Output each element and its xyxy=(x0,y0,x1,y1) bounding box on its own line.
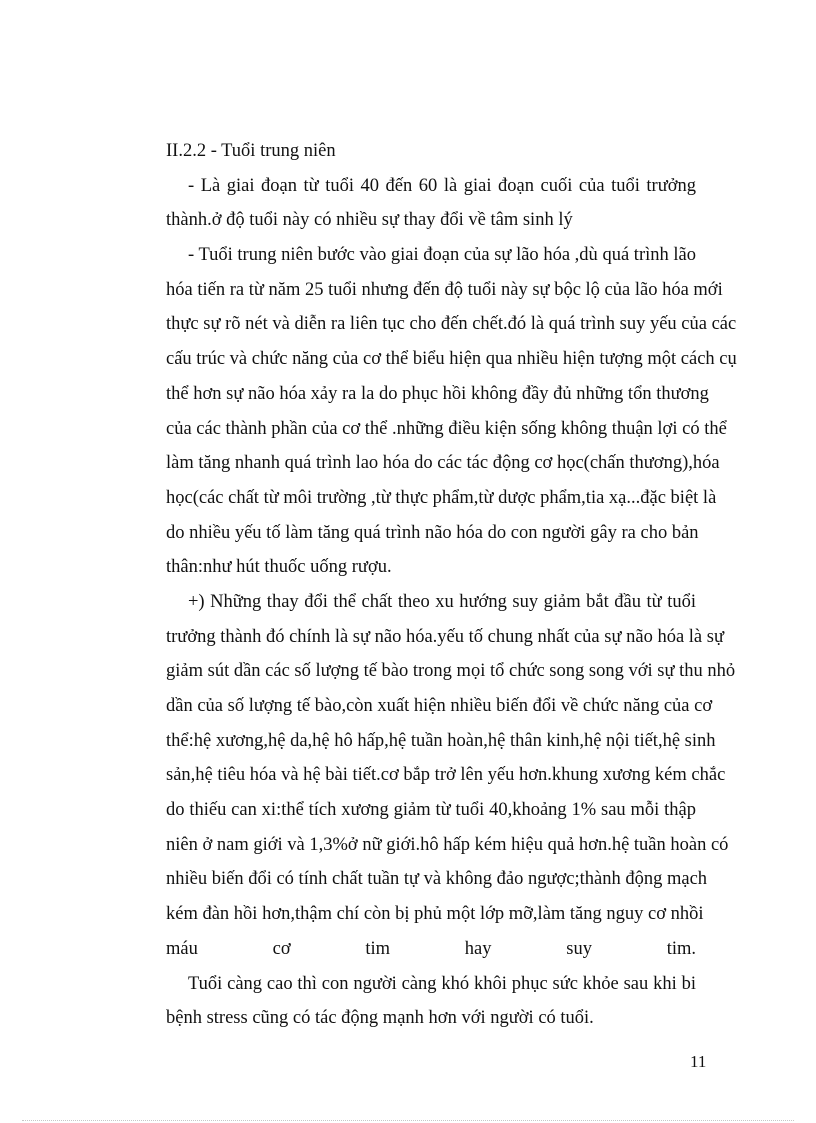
text-line: của các thành phần của cơ thể .những điều kiện sống không thuận lợi có thể xyxy=(166,418,727,439)
text-line: thành.ở độ tuổi này có nhiều sự thay đổi về tâm sinh lý xyxy=(166,210,573,231)
text-line: cấu trúc và chức năng của cơ thể biểu hiện qua nhiều hiện tượng một cách cụ xyxy=(166,349,737,370)
page-bottom-divider xyxy=(22,1120,794,1121)
text-line: thể hơn sự não hóa xảy ra la do phục hồi không đầy đủ những tổn thương xyxy=(166,383,709,404)
text-line: thực sự rõ nét và diễn ra liên tục cho đến chết.đó là quá trình suy yếu của các xyxy=(166,314,737,335)
text-line: học(các chất từ môi trường ,từ thực phẩm,từ dược phẩm,tia xạ...đặc biệt là xyxy=(166,487,717,508)
text-line: niên ở nam giới và 1,3%ở nữ giới.hô hấp kém hiệu quả hơn.hệ tuần hoàn có xyxy=(166,834,729,855)
text-line: do thiếu can xi:thể tích xương giảm từ tuổi 40,khoảng 1% sau mỗi thập xyxy=(166,800,696,821)
text-line: thể:hệ xương,hệ da,hệ hô hấp,hệ tuần hoàn,hệ thân kinh,hệ nội tiết,hệ sinh xyxy=(166,730,716,751)
text-line: kém đàn hồi hơn,thậm chí còn bị phủ một lớp mỡ,làm tăng nguy cơ nhồi xyxy=(166,904,704,925)
text-line: sản,hệ tiêu hóa và hệ bài tiết.cơ bắp trở lên yếu hơn.khung xương kém chắc xyxy=(166,765,726,786)
section-heading: II.2.2 - Tuổi trung niên xyxy=(166,141,336,161)
text-line: nhiều biến đổi có tính chất tuần tự và không đảo ngược;thành động mạch xyxy=(166,869,708,890)
text-line: trưởng thành đó chính là sự não hóa.yếu tố chung nhất của sự não hóa là sự xyxy=(166,626,724,647)
text-line: máu cơ tim hay suy tim. xyxy=(166,938,696,959)
text-line: dần của số lượng tế bào,còn xuất hiện nhiều biến đổi về chức năng của cơ xyxy=(166,696,713,716)
text-line: bệnh stress cũng có tác động mạnh hơn với người có tuổi. xyxy=(166,1008,594,1029)
text-line: làm tăng nhanh quá trình lao hóa do các tác động cơ học(chấn thương),hóa xyxy=(166,453,720,474)
text-line: hóa tiến ra từ năm 25 tuổi nhưng đến độ tuổi này sự bộc lộ của lão hóa mới xyxy=(166,279,723,300)
text-line: - Tuổi trung niên bước vào giai đoạn của sự lão hóa ,dù quá trình lão xyxy=(188,245,696,266)
text-line: thân:như hút thuốc uống rượu. xyxy=(166,557,392,578)
text-line: do nhiều yếu tố làm tăng quá trình não hóa do con người gây ra cho bản xyxy=(166,522,699,543)
text-line: +) Những thay đổi thể chất theo xu hướng suy giảm bắt đầu từ tuổi xyxy=(188,591,696,612)
page-number: 11 xyxy=(690,1052,707,1071)
text-line: Tuổi càng cao thì con người càng khó khôi phục sức khỏe sau khi bi xyxy=(188,973,696,994)
document-body xyxy=(166,134,737,1036)
text-line: - Là giai đoạn từ tuổi 40 đến 60 là giai đoạn cuối của tuổi trưởng xyxy=(188,175,696,196)
text-line: giảm sút dần các số lượng tế bào trong mọi tổ chức song song với sự thu nhỏ xyxy=(166,661,736,682)
